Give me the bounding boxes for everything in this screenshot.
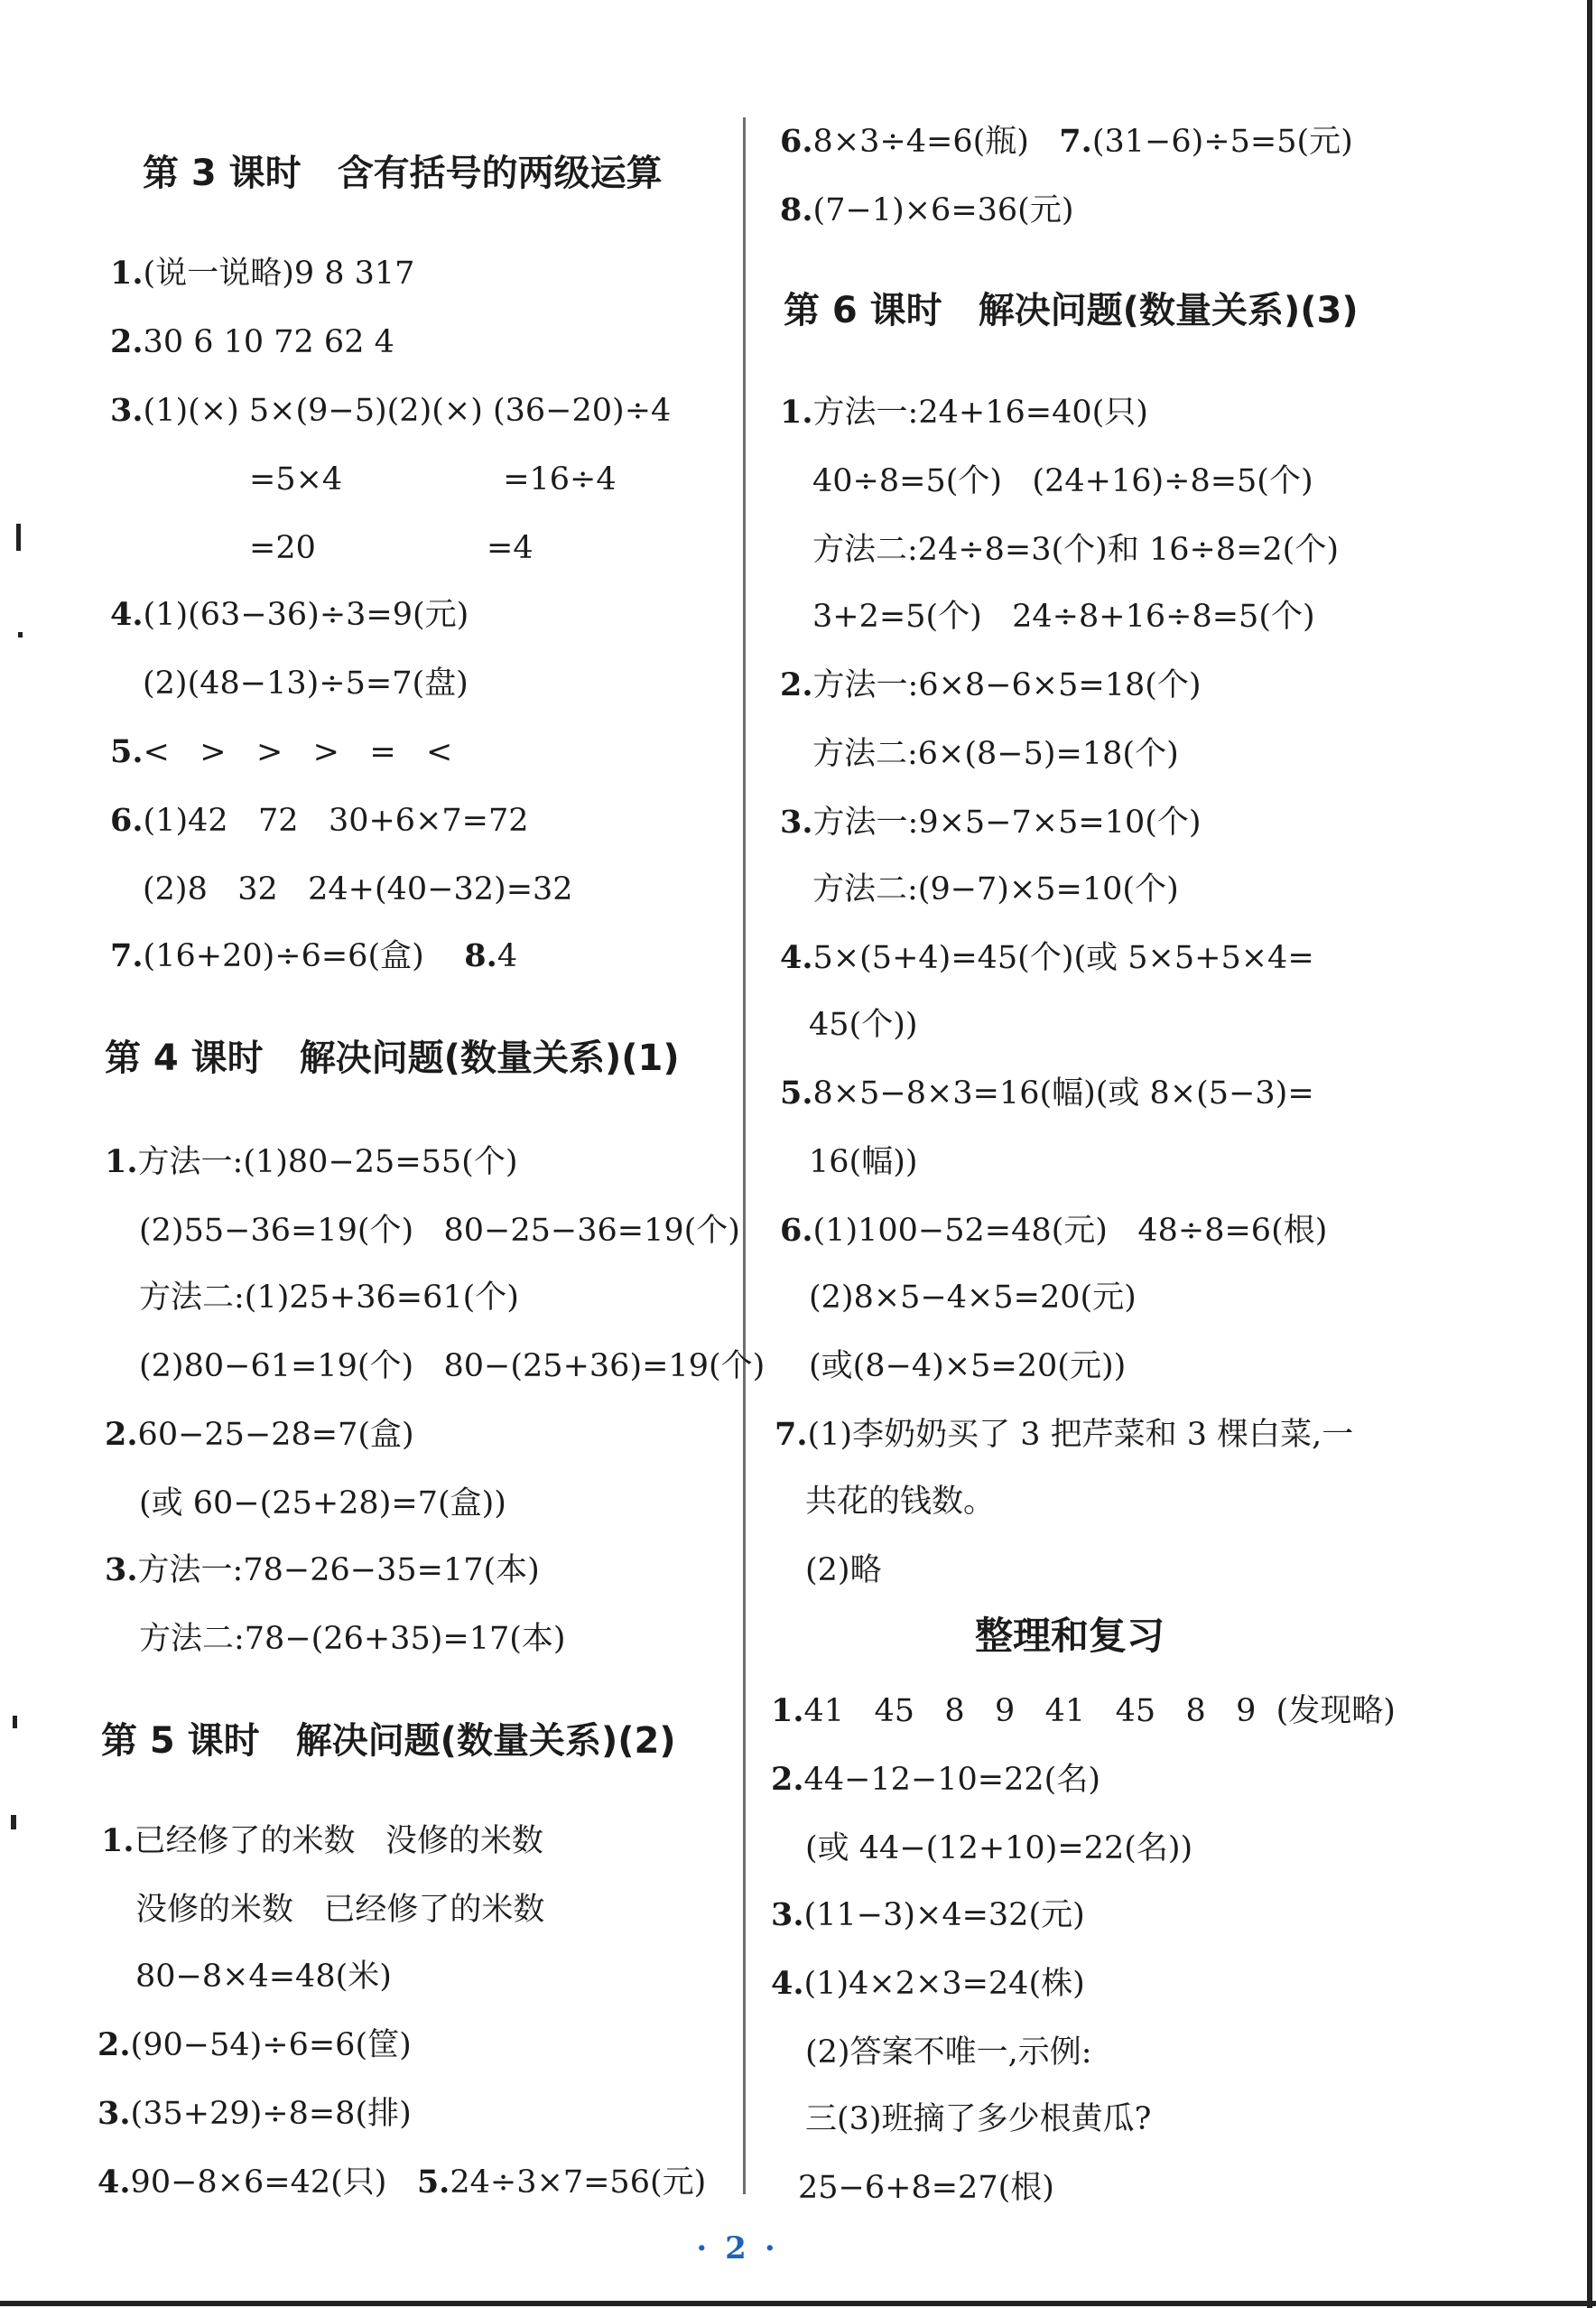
review-line-7: 三(3)班摘了多少根黄瓜? — [805, 2101, 1152, 2137]
s3-line-10: (2)8 32 24+(40−32)=32 — [143, 871, 573, 907]
s6-line-12: 16(幅)) — [809, 1144, 918, 1180]
dot-icon: · — [764, 2230, 793, 2266]
s6-line-18: (2)略 — [805, 1552, 882, 1588]
s6-line-14: (2)8×5−4×5=20(元) — [809, 1280, 1137, 1316]
lesson-label: 第 6 课时 — [784, 290, 942, 331]
s6-line-5: 2.方法一:6×8−6×5=18(个) — [780, 666, 1202, 703]
scan-mark — [11, 1815, 16, 1829]
s6-line-3: 方法二:24÷8=3(个)和 16÷8=2(个) — [812, 532, 1339, 568]
review-line-4: 3.(11−3)×4=32(元) — [771, 1896, 1085, 1933]
review-title: 整理和复习 — [975, 1614, 1165, 1658]
s6-line-6: 方法二:6×(8−5)=18(个) — [812, 736, 1179, 772]
s3-line-11: 7.(16+20)÷6=6(盒) 8.4 — [110, 937, 518, 974]
s3-line-8: 5.< > > > = < — [110, 733, 453, 770]
s6-line-11: 5.8×5−8×3=16(幅)(或 8×(5−3)= — [780, 1075, 1314, 1112]
column-divider — [743, 117, 746, 2194]
s5-line-5: 3.(35+29)÷8=8(排) — [97, 2095, 412, 2132]
s6-line-17: 共花的钱数。 — [805, 1484, 996, 1520]
review-line-1: 1.41 45 8 9 41 45 8 9 (发现略) — [771, 1692, 1396, 1729]
s3-line-3: 3.(1)(×) 5×(9−5)(2)(×) (36−20)÷4 — [110, 392, 672, 429]
s4-line-2: (2)55−36=19(个) 80−25−36=19(个) — [139, 1213, 740, 1249]
r-top-line-1: 6.8×3÷4=6(瓶) 7.(31−6)÷5=5(元) — [780, 123, 1353, 160]
review-line-5: 4.(1)4×2×3=24(株) — [771, 1965, 1085, 2002]
section-6-title — [784, 285, 1359, 336]
review-line-8: 25−6+8=27(根) — [798, 2170, 1054, 2206]
page-number — [668, 2230, 821, 2266]
s6-line-4: 3+2=5(个) 24÷8+16÷8=5(个) — [812, 599, 1315, 635]
scan-mark — [13, 1716, 17, 1728]
s6-line-1: 1.方法一:24+16=40(只) — [780, 394, 1148, 431]
s5-line-3: 80−8×4=48(米) — [135, 1959, 392, 1995]
s5-line-4: 2.(90−54)÷6=6(筐) — [97, 2026, 412, 2063]
s3-line-4: =5×4 =16÷4 — [249, 461, 617, 498]
section-4-title — [105, 1033, 680, 1084]
s6-line-10: 45(个)) — [809, 1007, 918, 1043]
s3-line-2: 2.30 6 10 72 62 4 — [110, 323, 394, 360]
s5-line-6: 4.90−8×6=42(只) 5.24÷3×7=56(元) — [97, 2164, 707, 2201]
s4-line-5: 2.60−25−28=7(盒) — [105, 1416, 414, 1453]
scan-right-edge — [1587, 0, 1592, 2308]
s4-line-7: 3.方法一:78−26−35=17(本) — [105, 1551, 540, 1588]
lesson-topic: 解决问题(数量关系)(1) — [299, 1038, 680, 1079]
s4-line-1: 1.方法一:(1)80−25=55(个) — [105, 1143, 518, 1180]
s3-line-9: 6.(1)42 72 30+6×7=72 — [110, 802, 529, 839]
s5-line-2: 没修的米数 已经修了的米数 — [135, 1892, 545, 1928]
s3-line-7: (2)(48−13)÷5=7(盘) — [143, 665, 469, 702]
s6-line-13: 6.(1)100−52=48(元) 48÷8=6(根) — [780, 1212, 1328, 1249]
r-top-line-2: 8.(7−1)×6=36(元) — [780, 191, 1074, 228]
s6-line-15: (或(8−4)×5=20(元)) — [809, 1348, 1127, 1384]
lesson-label: 第 5 课时 — [101, 1720, 260, 1762]
s3-line-5: =20 =4 — [249, 530, 534, 566]
s5-line-1: 1.已经修了的米数 没修的米数 — [101, 1822, 543, 1859]
s6-line-7: 3.方法一:9×5−7×5=10(个) — [780, 804, 1202, 841]
s4-line-3: 方法二:(1)25+36=61(个) — [139, 1280, 519, 1316]
s4-line-8: 方法二:78−(26+35)=17(本) — [139, 1621, 566, 1657]
lesson-topic: 含有括号的两级运算 — [337, 153, 663, 194]
scan-mark — [16, 524, 21, 551]
section-3-title — [143, 148, 663, 199]
review-line-2: 2.44−12−10=22(名) — [771, 1761, 1100, 1798]
s6-line-16: 7.(1)李奶奶买了 3 把芹菜和 3 棵白菜,一 — [775, 1416, 1354, 1453]
dot-icon: · — [696, 2230, 726, 2266]
lesson-label: 第 4 课时 — [105, 1038, 264, 1079]
s6-line-8: 方法二:(9−7)×5=10(个) — [812, 871, 1179, 907]
page-number-value: 2 — [725, 2230, 765, 2266]
s6-line-9: 4.5×(5+4)=45(个)(或 5×5+5×4= — [780, 939, 1314, 976]
lesson-label: 第 3 课时 — [143, 153, 302, 194]
s3-line-6: 4.(1)(63−36)÷3=9(元) — [110, 596, 469, 633]
s4-line-4: (2)80−61=19(个) 80−(25+36)=19(个) — [139, 1348, 766, 1384]
lesson-topic: 解决问题(数量关系)(3) — [978, 290, 1359, 331]
s6-line-2: 40÷8=5(个) (24+16)÷8=5(个) — [812, 463, 1313, 499]
review-line-3: (或 44−(12+10)=22(名)) — [805, 1830, 1193, 1866]
scan-mark — [18, 632, 23, 637]
s3-line-1: 1.(说一说略)9 8 317 — [110, 255, 415, 292]
review-line-6: (2)答案不唯一,示例: — [805, 2034, 1092, 2071]
scan-bottom-edge — [0, 2301, 1596, 2306]
lesson-topic: 解决问题(数量关系)(2) — [295, 1720, 676, 1762]
s4-line-6: (或 60−(25+28)=7(盒)) — [139, 1485, 506, 1522]
section-5-title — [101, 1716, 676, 1766]
